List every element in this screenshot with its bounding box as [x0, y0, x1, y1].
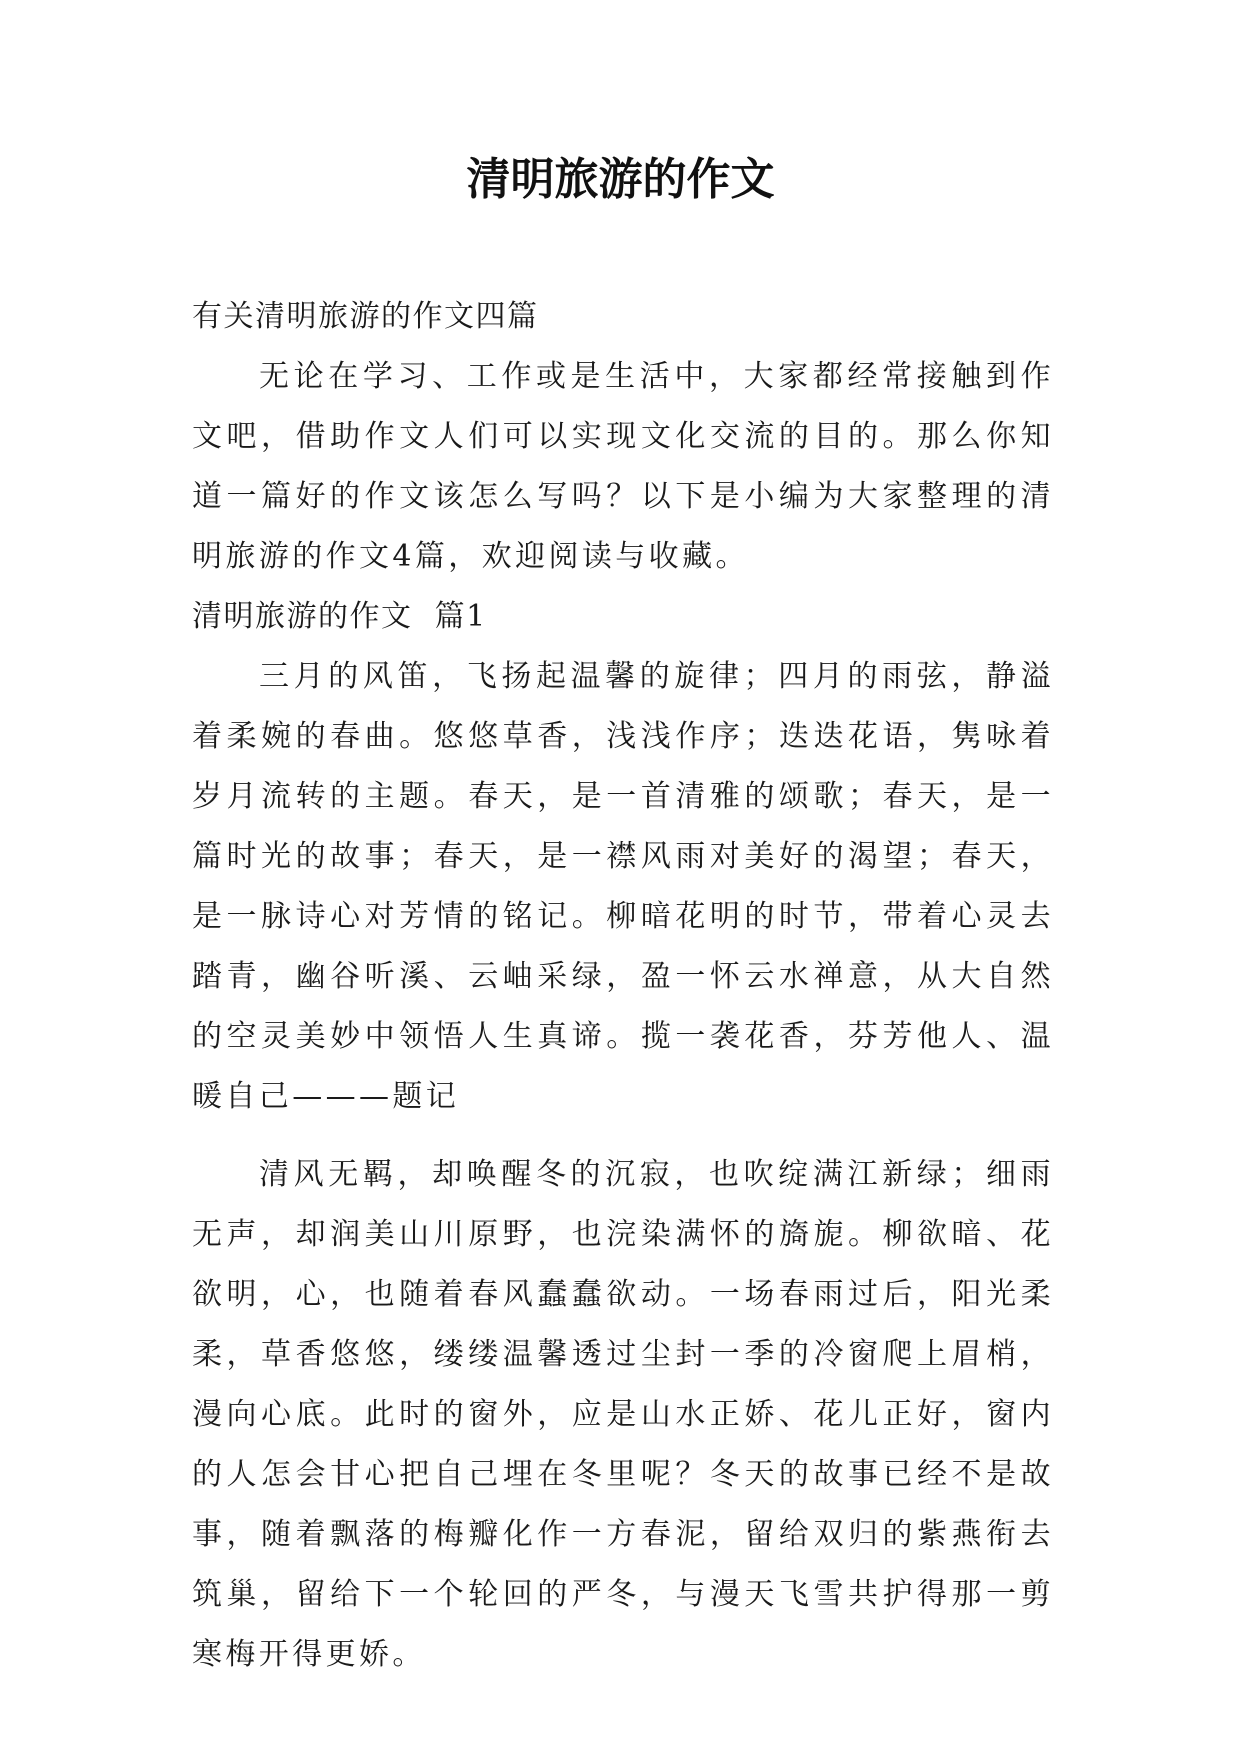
- document-body: [192, 287, 1054, 1685]
- document-title: 清明旅游的作文: [466, 154, 775, 205]
- body-paragraph-2: 清风无羁，却唤醒冬的沉寂，也吹绽满江新绿；细雨无声，却润美山川原野，也浣染满怀的旖旎。柳欲暗、花欲明，心，也随着春风蠢蠢欲动。一场春雨过后，阳光柔柔，草香悠悠，缕缕温馨透过尘封一季的冷窗爬上眉梢，漫向心底。此时的窗外，应是山水正娇、花儿正好，窗内的人怎会甘心把自己埋在冬里呢？冬天的故事已经不是故事，随着飘落的梅瓣化作一方春泥，留给双归的紫燕衔去筑巢，留给下一个轮回的严冬，与漫天飞雪共护得那一剪寒梅开得更娇。: [192, 1157, 1054, 1672]
- intro-paragraph: 无论在学习、工作或是生活中，大家都经常接触到作文吧，借助作文人们可以实现文化交流的目的。那么你知道一篇好的作文该怎么写吗？以下是小编为大家整理的清明旅游的作文4篇，欢迎阅读与收藏。: [192, 359, 1054, 574]
- body-paragraph-1: 三月的风笛，飞扬起温馨的旋律；四月的雨弦，静溢着柔婉的春曲。悠悠草香，浅浅作序；迭迭花语，隽咏着岁月流转的主题。春天，是一首清雅的颂歌；春天，是一篇时光的故事；春天，是一襟风雨对美好的渴望；春天，是一脉诗心对芳情的铭记。柳暗花明的时节，带着心灵去踏青，幽谷听溪、云岫采绿，盈一怀云水禅意，从大自然的空灵美妙中领悟人生真谛。揽一袭花香，芬芳他人、温暖自己———题记: [192, 659, 1054, 1114]
- section-heading: 清明旅游的作文 篇1: [192, 599, 487, 634]
- document-subtitle: 有关清明旅游的作文四篇: [192, 299, 539, 334]
